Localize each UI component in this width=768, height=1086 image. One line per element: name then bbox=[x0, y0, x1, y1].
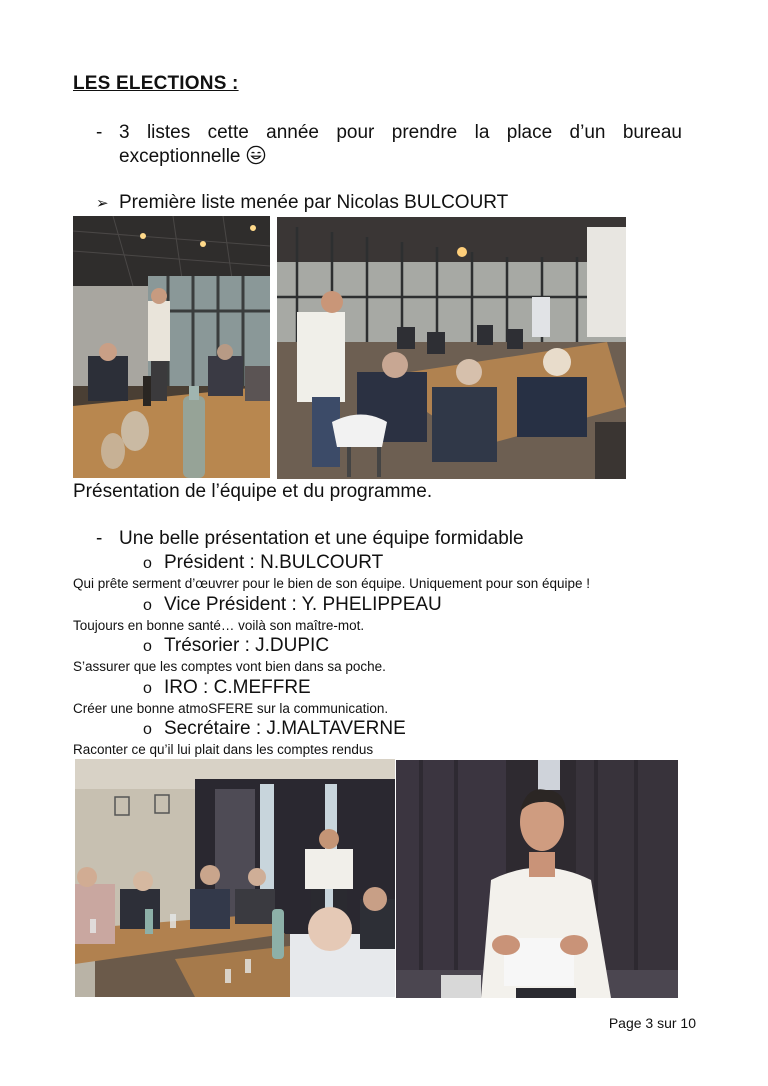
role-president-description: Qui prête serment d’œuvrer pour le bien de son équipe. Uniquement pour son équipe ! bbox=[73, 576, 591, 591]
role-vice-president-description: Toujours en bonne santé… voilà son maître-mot. bbox=[73, 618, 365, 633]
smiley-face-icon bbox=[246, 145, 266, 165]
role-treasurer-description: S’assurer que les comptes vont bien dans sa poche. bbox=[73, 659, 386, 674]
role-iro: o IRO : C.MEFFRE bbox=[143, 677, 311, 698]
meeting-photo-3 bbox=[75, 759, 395, 997]
meeting-photo-2 bbox=[277, 217, 626, 479]
section-heading: LES ELECTIONS : bbox=[73, 73, 239, 94]
photo-caption: Présentation de l’équipe et du programme. bbox=[73, 481, 433, 502]
circle-bullet: o bbox=[143, 638, 152, 655]
bullet-three-lists bbox=[96, 121, 682, 169]
role-treasurer: o Trésorier : J.DUPIC bbox=[143, 635, 330, 656]
circle-bullet: o bbox=[143, 555, 152, 572]
circle-bullet: o bbox=[143, 597, 152, 614]
meeting-photo-1 bbox=[73, 216, 270, 478]
president-speaking-photo bbox=[396, 760, 678, 998]
role-secretary: o Secrétaire : J.MALTAVERNE bbox=[143, 718, 406, 739]
role-secretary-description: Raconter ce qu’il lui plait dans les comptes rendus bbox=[73, 742, 374, 757]
circle-bullet: o bbox=[143, 680, 152, 697]
bullet-line-1: 3 listes cette année pour prendre la place d’un bureau bbox=[119, 122, 682, 143]
first-list-item: ➢ Première liste menée par Nicolas BULCOURT bbox=[96, 192, 509, 213]
circle-bullet: o bbox=[143, 721, 152, 738]
page-number: Page 3 sur 10 bbox=[608, 1015, 696, 1031]
dash-bullet: - bbox=[96, 122, 103, 143]
role-president: o Président : N.BULCOURT bbox=[143, 552, 384, 573]
dash-bullet: - bbox=[96, 528, 103, 549]
arrow-bullet-icon: ➢ bbox=[96, 195, 109, 212]
role-iro-description: Créer une bonne atmoSFERE sur la communication. bbox=[73, 701, 389, 716]
role-vice-president: o Vice Président : Y. PHELIPPEAU bbox=[143, 594, 442, 615]
bullet-presentation: - Une belle présentation et une équipe formidable bbox=[96, 528, 524, 549]
bullet-line-2: exceptionnelle bbox=[119, 146, 266, 167]
